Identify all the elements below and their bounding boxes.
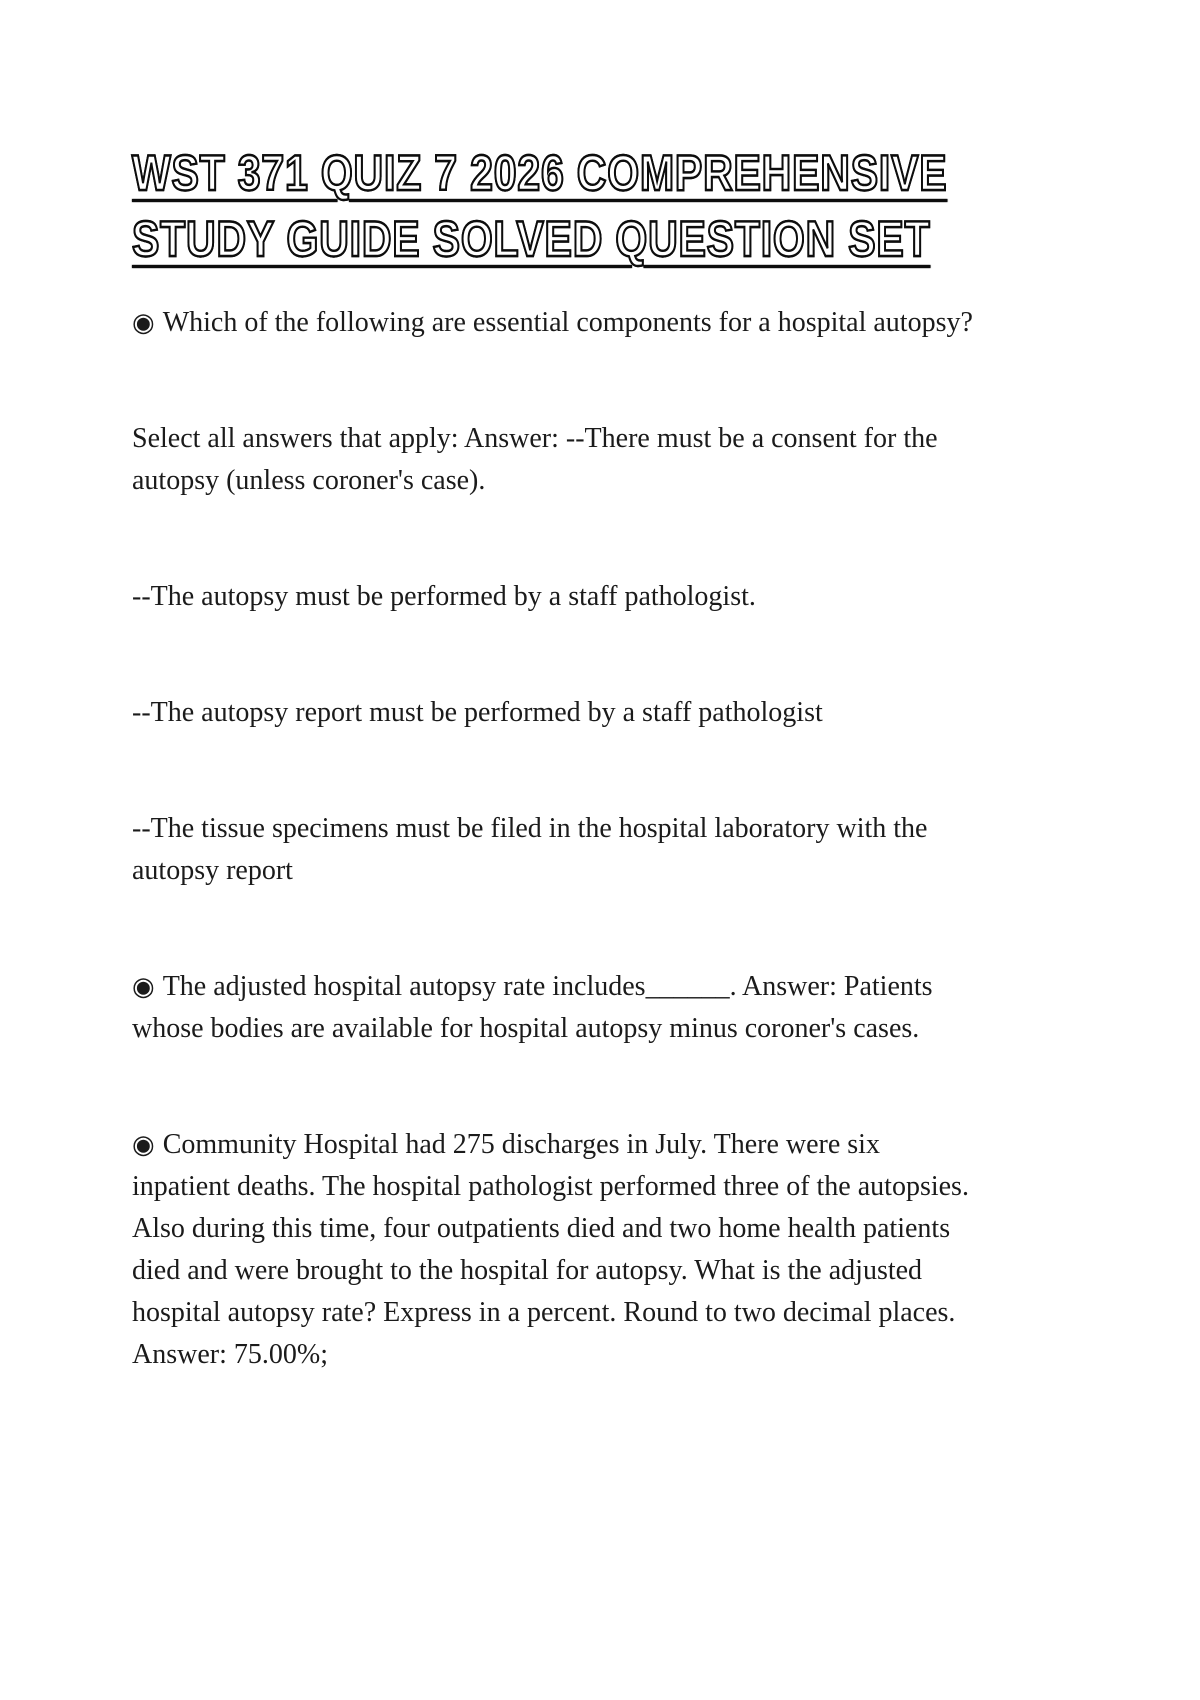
paragraph-text: --The tissue specimens must be filed in the hospital laboratory with the autopsy report: [132, 813, 928, 886]
bullet-icon: ◉: [132, 1130, 155, 1159]
answer-paragraph: [132, 692, 977, 734]
page-title-line-2: STUDY GUIDE SOLVED QUESTION SET: [132, 211, 931, 267]
answer-paragraph: [132, 576, 977, 618]
paragraph-text: --The autopsy must be performed by a staff pathologist.: [132, 581, 756, 612]
answer-paragraph: [132, 418, 977, 502]
answer-paragraph: [132, 808, 977, 892]
paragraph-text: Community Hospital had 275 discharges in July. There were six inpatient deaths. The hospital pathologist performed three of the autopsies. Also during this time, four outpatients died and two home health patients died and were brought to the hospital for autopsy. What is the adjusted hospital autopsy rate? Express in a percent. Round to two decimal places. Answer: 75.00%;: [132, 1129, 969, 1370]
paragraph-text: Select all answers that apply: Answer: --There must be a consent for the autopsy (unless coroner's case).: [132, 423, 938, 496]
document-content: [132, 140, 977, 1376]
page-title-line-1: WST 371 QUIZ 7 2026 COMPREHENSIVE: [132, 145, 948, 201]
paragraph-text: Which of the following are essential components for a hospital autopsy?: [162, 307, 973, 338]
bullet-icon: ◉: [132, 308, 155, 337]
question-paragraph: [132, 302, 977, 344]
question-paragraph: [132, 966, 977, 1050]
paragraph-text: --The autopsy report must be performed by a staff pathologist: [132, 697, 823, 728]
bullet-icon: ◉: [132, 972, 155, 1001]
paragraph-text: The adjusted hospital autopsy rate includes______. Answer: Patients whose bodies are available for hospital autopsy minus coroner's cases.: [132, 971, 933, 1044]
question-paragraph: [132, 1124, 977, 1376]
page-title: [132, 140, 977, 272]
